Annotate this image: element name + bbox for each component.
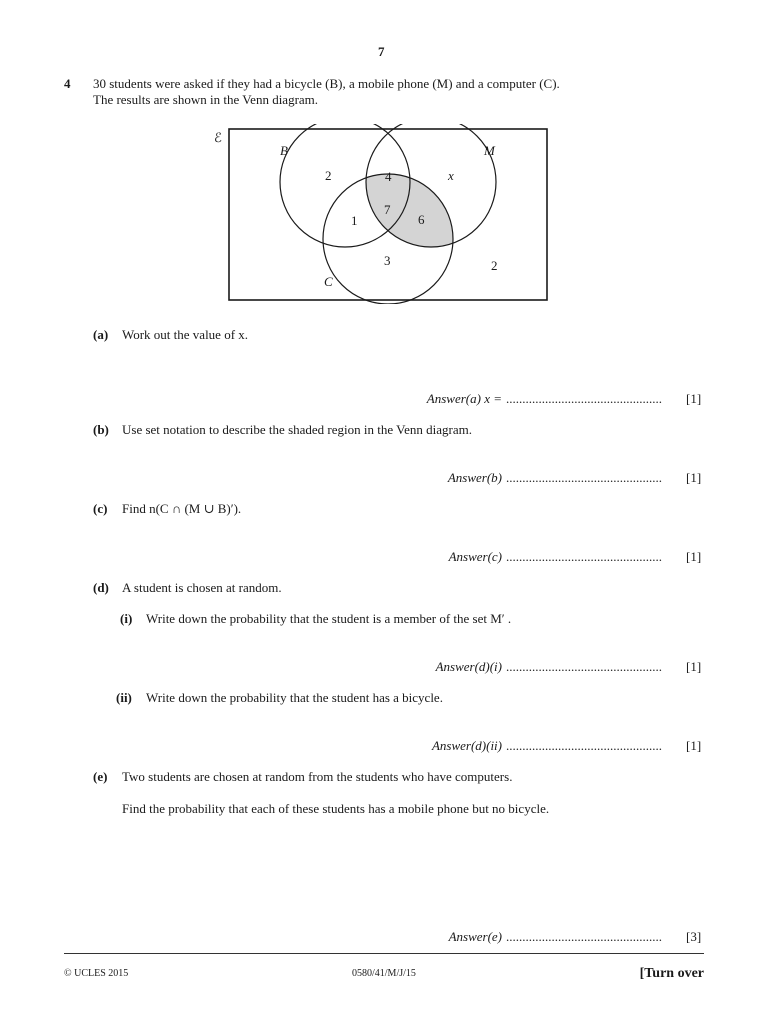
part-c-marks: [1] bbox=[686, 549, 702, 564]
region-outside: 2 bbox=[491, 258, 498, 273]
region-m-only: x bbox=[448, 168, 454, 183]
part-d-i-text: Write down the probability that the student is a member of the set M′ . bbox=[146, 611, 512, 626]
answer-e-field[interactable]: ................................................ bbox=[506, 929, 662, 944]
part-e-label: (e) bbox=[93, 769, 108, 784]
answer-b-label: Answer(b) bbox=[447, 470, 502, 485]
part-a-text: Work out the value of x. bbox=[122, 327, 249, 342]
answer-a-field[interactable]: ................................................ bbox=[506, 391, 662, 406]
part-d-ii-label: (ii) bbox=[116, 690, 132, 705]
part-d-i-label: (i) bbox=[120, 611, 133, 626]
page-number: 7 bbox=[378, 44, 385, 59]
region-b-only: 2 bbox=[325, 168, 332, 183]
set-c-label: C bbox=[324, 274, 333, 289]
answer-d-i-label: Answer(d)(i) bbox=[435, 659, 502, 674]
part-e-text2: Find the probability that each of these students has a mobile phone but no bicycle. bbox=[122, 801, 550, 816]
region-b-m-c: 7 bbox=[384, 202, 391, 217]
answer-d-ii-label: Answer(d)(ii) bbox=[431, 738, 502, 753]
part-b-text: Use set notation to describe the shaded region in the Venn diagram. bbox=[122, 422, 472, 437]
set-b-label: B bbox=[280, 143, 288, 158]
answer-a-label: Answer(a) x = bbox=[426, 391, 502, 406]
part-d-text: A student is chosen at random. bbox=[122, 580, 282, 595]
footer-turn-over: [Turn over bbox=[639, 966, 704, 981]
part-d-ii-text: Write down the probability that the student has a bicycle. bbox=[146, 690, 443, 705]
answer-d-i-field[interactable]: ................................................ bbox=[506, 659, 662, 674]
part-b-marks: [1] bbox=[686, 470, 702, 485]
part-e-marks: [3] bbox=[686, 929, 702, 944]
part-a-marks: [1] bbox=[686, 391, 702, 406]
region-b-and-m: 4 bbox=[385, 169, 392, 184]
region-b-and-c: 1 bbox=[351, 213, 358, 228]
footer-rule bbox=[64, 953, 704, 954]
venn-diagram bbox=[208, 124, 553, 304]
footer-paper-code: 0580/41/M/J/15 bbox=[352, 968, 416, 979]
question-number: 4 bbox=[64, 76, 71, 91]
part-d-label: (d) bbox=[93, 580, 109, 595]
part-c-text: Find n(C ∩ (M ∪ B)′). bbox=[122, 501, 242, 516]
question-intro-line2: The results are shown in the Venn diagram. bbox=[93, 92, 319, 107]
answer-c-field[interactable]: ................................................ bbox=[506, 549, 662, 564]
set-m-label: M bbox=[484, 143, 495, 158]
region-m-and-c: 6 bbox=[418, 212, 425, 227]
answer-d-ii-field[interactable]: ................................................ bbox=[506, 738, 662, 753]
part-d-i-marks: [1] bbox=[686, 659, 702, 674]
part-a-label: (a) bbox=[93, 327, 109, 342]
part-e-text: Two students are chosen at random from the students who have computers. bbox=[122, 769, 513, 784]
question-intro-line1: 30 students were asked if they had a bicycle (B), a mobile phone (M) and a computer (C). bbox=[93, 76, 560, 91]
answer-c-label: Answer(c) bbox=[448, 549, 502, 564]
footer-copyright: © UCLES 2015 bbox=[64, 968, 129, 979]
region-c-only: 3 bbox=[384, 253, 391, 268]
universal-set-symbol: ℰ bbox=[214, 130, 222, 145]
shaded-region-m-intersect-c bbox=[323, 174, 453, 304]
part-b-label: (b) bbox=[93, 422, 109, 437]
answer-e-label: Answer(e) bbox=[448, 929, 502, 944]
answer-b-field[interactable]: ................................................ bbox=[506, 470, 662, 485]
part-d-ii-marks: [1] bbox=[686, 738, 702, 753]
part-c-label: (c) bbox=[93, 501, 108, 516]
